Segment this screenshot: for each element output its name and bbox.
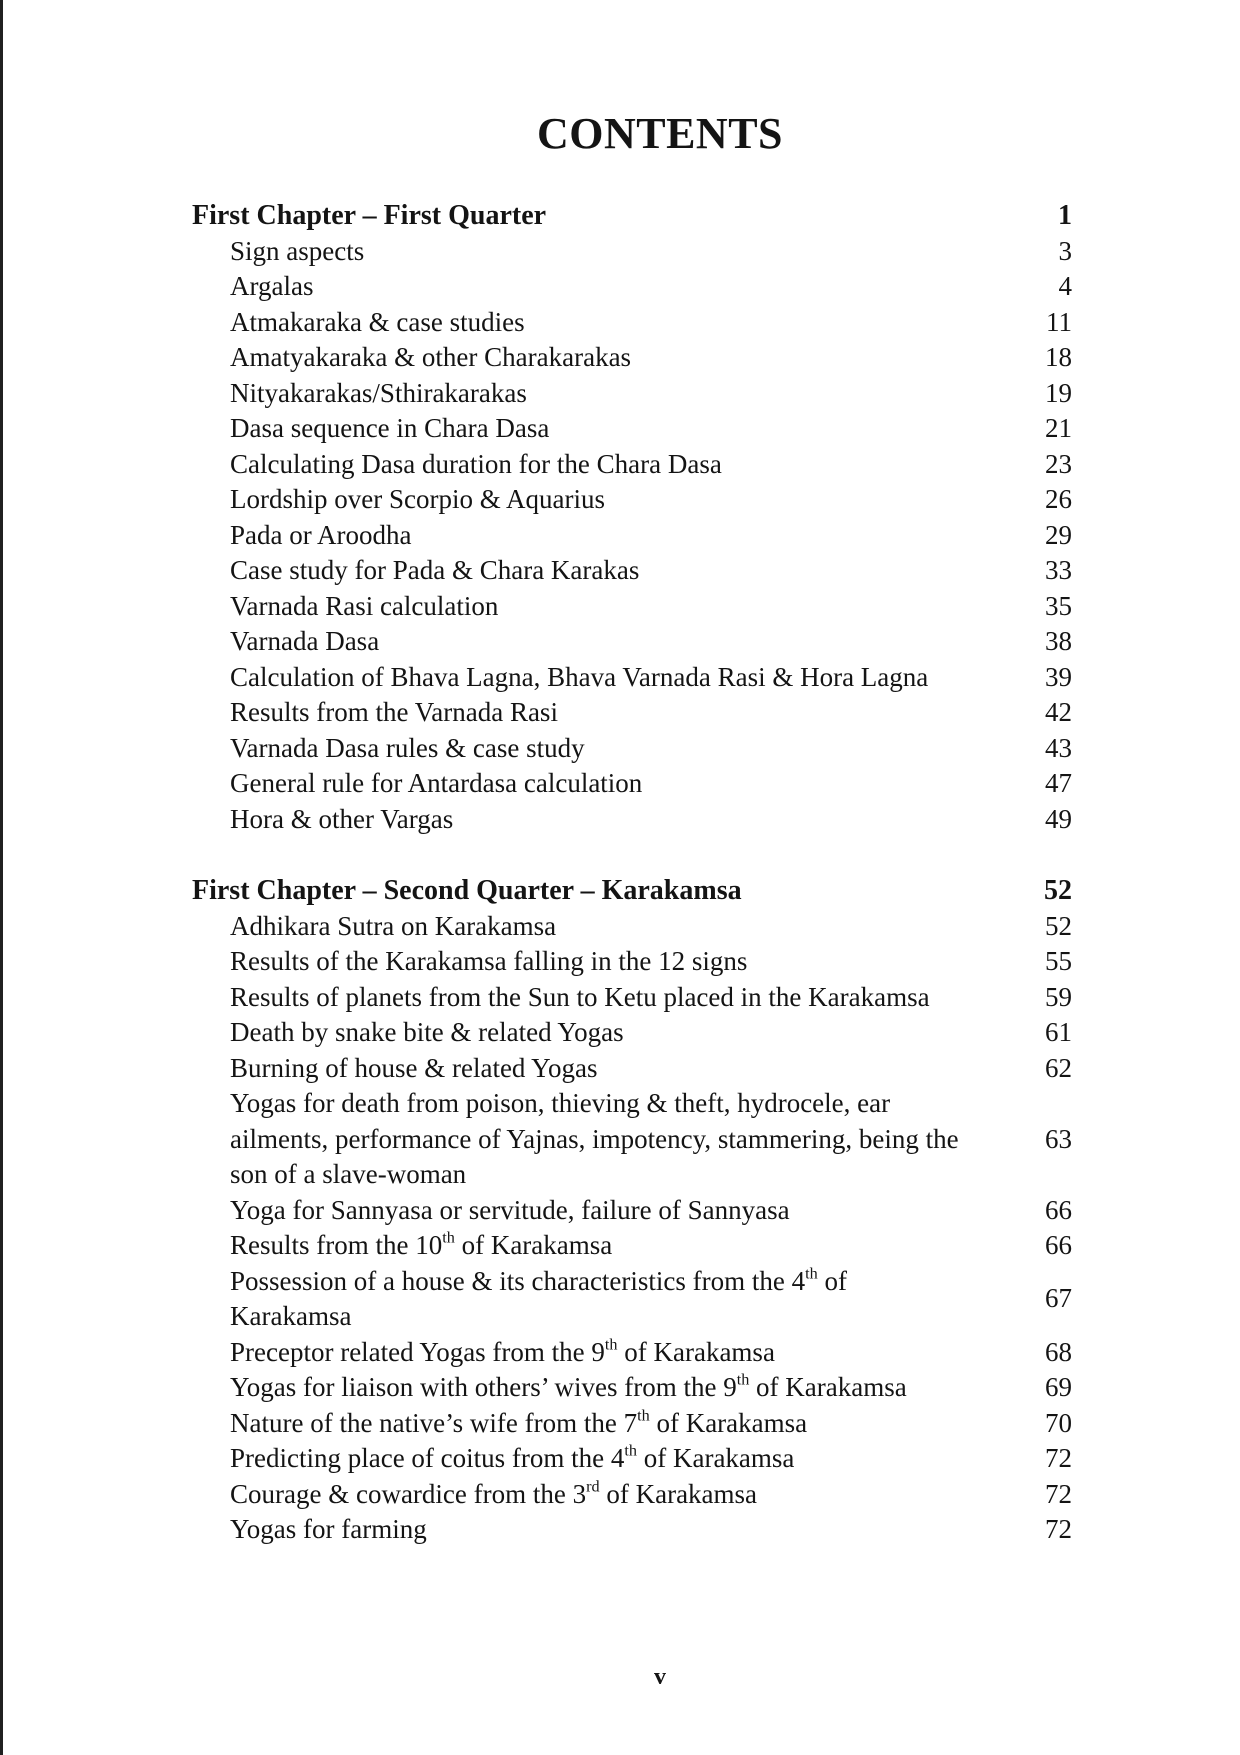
toc-entry-page-number: 3	[1058, 235, 1072, 266]
toc-entry-page-number: 29	[1045, 519, 1072, 550]
page-title: CONTENTS	[536, 109, 784, 158]
toc-entry	[192, 944, 1072, 980]
toc-entry-label: Results of the Karakamsa falling in the 12 signs	[230, 946, 748, 976]
toc-entry	[192, 660, 1072, 696]
chapter-heading	[192, 873, 1072, 909]
chapter-page-number: 1	[1058, 200, 1072, 231]
chapter-section	[192, 198, 1072, 837]
toc-entry-label: Varnada Dasa rules & case study	[230, 732, 585, 763]
toc-entry-page-number: 72	[1045, 1443, 1072, 1473]
toc-entry-label: Predicting place of coitus from the 4th of Karakamsa	[230, 1441, 795, 1473]
toc-entry	[192, 269, 1072, 305]
toc-entry-page-number: 66	[1045, 1194, 1072, 1225]
toc-entry-label: Results of planets from the Sun to Ketu placed in the Karakamsa	[230, 981, 930, 1012]
toc-entry-page-number: 63	[1045, 1123, 1072, 1154]
toc-entry	[192, 482, 1072, 518]
toc-entry-label: Preceptor related Yogas from the 9th of Karakamsa	[230, 1335, 775, 1367]
toc-entry-label: Calculating Dasa duration for the Chara Dasa	[230, 448, 722, 479]
toc-entry-label: Yogas for liaison with others’ wives from the 9th of Karakamsa	[230, 1370, 907, 1402]
toc-entry-label: Results from the 10th of Karakamsa	[230, 1228, 613, 1260]
toc-entry-label: Dasa sequence in Chara Dasa	[230, 413, 550, 443]
toc-entry-label: Atmakaraka & case studies	[230, 306, 525, 337]
toc-entry-page-number: 55	[1045, 946, 1072, 976]
toc-entry-page-number: 47	[1045, 768, 1072, 798]
toc-entry-label: Yogas for death from poison, thieving & theft, hydrocele, ear ailments, performance of Yajnas, impotency, stammering, being the son of a slave-woman	[230, 1088, 959, 1189]
toc-entry-label: Yogas for farming	[230, 1514, 427, 1544]
toc-entry-page-number: 66	[1045, 1230, 1072, 1260]
toc-entry	[192, 980, 1072, 1016]
toc-entry	[192, 802, 1072, 838]
toc-entry-label: Nityakarakas/Sthirakarakas	[230, 377, 527, 408]
toc-entry-label: Amatyakaraka & other Charakarakas	[230, 342, 632, 372]
page-number: v	[654, 1664, 666, 1690]
chapter-heading-label: First Chapter – Second Quarter – Karakamsa	[192, 875, 742, 906]
toc-entry-label: Hora & other Vargas	[230, 803, 454, 834]
toc-entry-label: Pada or Aroodha	[230, 519, 412, 550]
chapter-heading-label: First Chapter – First Quarter	[192, 200, 547, 231]
toc-entry-label: Possession of a house & its characteristics from the 4th of Karakamsa	[230, 1264, 847, 1331]
toc-entry-label: General rule for Antardasa calculation	[230, 768, 643, 798]
toc-entry-label: Lordship over Scorpio & Aquarius	[230, 484, 605, 514]
toc-entry-page-number: 21	[1045, 413, 1072, 443]
toc-entry-label: Results from the Varnada Rasi	[230, 697, 558, 727]
toc-entry-page-number: 39	[1045, 661, 1072, 692]
toc-entry-label: Yoga for Sannyasa or servitude, failure of Sannyasa	[230, 1194, 790, 1225]
toc-entry-label: Nature of the native’s wife from the 7th of Karakamsa	[230, 1406, 808, 1438]
toc-entry	[192, 1051, 1072, 1087]
chapter-page-number: 52	[1044, 875, 1072, 906]
toc-entry-page-number: 23	[1045, 448, 1072, 479]
toc-entry	[192, 731, 1072, 767]
toc-entry-page-number: 38	[1045, 626, 1072, 656]
toc-entry-page-number: 59	[1045, 981, 1072, 1012]
toc-entry-page-number: 42	[1045, 697, 1072, 727]
chapter-section	[192, 873, 1072, 1548]
toc-entry	[192, 411, 1072, 447]
toc-entry	[192, 624, 1072, 660]
toc-entry	[192, 1477, 1072, 1513]
toc-entry-label: Courage & cowardice from the 3rd of Karakamsa	[230, 1477, 758, 1509]
toc-entry	[192, 1086, 1072, 1193]
toc-entry	[192, 1441, 1072, 1477]
toc-entry	[192, 447, 1072, 483]
toc-entry	[192, 518, 1072, 554]
toc-entry-label: Calculation of Bhava Lagna, Bhava Varnada Rasi & Hora Lagna	[230, 661, 929, 692]
toc-entry-page-number: 19	[1045, 377, 1072, 408]
toc-entry-label: Varnada Dasa	[230, 626, 380, 656]
toc-entry-page-number: 26	[1045, 484, 1072, 514]
toc-entry	[192, 909, 1072, 945]
toc-entry	[192, 766, 1072, 802]
toc-entry	[192, 376, 1072, 412]
toc-entry	[192, 1512, 1072, 1548]
table-of-contents	[192, 198, 1072, 1584]
toc-entry	[192, 1193, 1072, 1229]
toc-entry-page-number: 70	[1045, 1407, 1072, 1438]
toc-entry	[192, 553, 1072, 589]
toc-entry-page-number: 52	[1045, 910, 1072, 941]
toc-entry-label: Sign aspects	[230, 235, 365, 266]
toc-entry-label: Argalas	[230, 271, 314, 301]
toc-entry	[192, 1264, 1072, 1335]
toc-entry	[192, 589, 1072, 625]
toc-entry	[192, 1228, 1072, 1264]
toc-entry-page-number: 69	[1045, 1372, 1072, 1402]
toc-entry-label: Burning of house & related Yogas	[230, 1052, 598, 1083]
toc-entry-page-number: 62	[1045, 1052, 1072, 1083]
toc-entry-page-number: 61	[1045, 1017, 1072, 1047]
toc-entry-page-number: 11	[1046, 306, 1072, 337]
toc-entry-page-number: 49	[1045, 803, 1072, 834]
toc-entry-page-number: 18	[1045, 342, 1072, 372]
toc-entry-label: Case study for Pada & Chara Karakas	[230, 555, 640, 585]
toc-entry	[192, 305, 1072, 341]
toc-entry-page-number: 67	[1045, 1283, 1072, 1314]
toc-entry-page-number: 33	[1045, 555, 1072, 585]
toc-entry	[192, 1406, 1072, 1442]
toc-entry	[192, 234, 1072, 270]
toc-entry-page-number: 43	[1045, 732, 1072, 763]
toc-entry	[192, 340, 1072, 376]
toc-entry-page-number: 72	[1045, 1478, 1072, 1509]
toc-entry-page-number: 4	[1058, 271, 1072, 301]
toc-entry	[192, 1370, 1072, 1406]
page-binding-edge	[0, 0, 3, 1755]
toc-entry	[192, 1015, 1072, 1051]
toc-entry-label: Adhikara Sutra on Karakamsa	[230, 910, 557, 941]
toc-entry-page-number: 35	[1045, 590, 1072, 621]
toc-entry-label: Varnada Rasi calculation	[230, 590, 499, 621]
toc-entry-label: Death by snake bite & related Yogas	[230, 1017, 624, 1047]
toc-entry-page-number: 68	[1045, 1336, 1072, 1367]
toc-entry	[192, 1335, 1072, 1371]
chapter-heading	[192, 198, 1072, 234]
toc-entry	[192, 695, 1072, 731]
toc-entry-page-number: 72	[1045, 1514, 1072, 1544]
